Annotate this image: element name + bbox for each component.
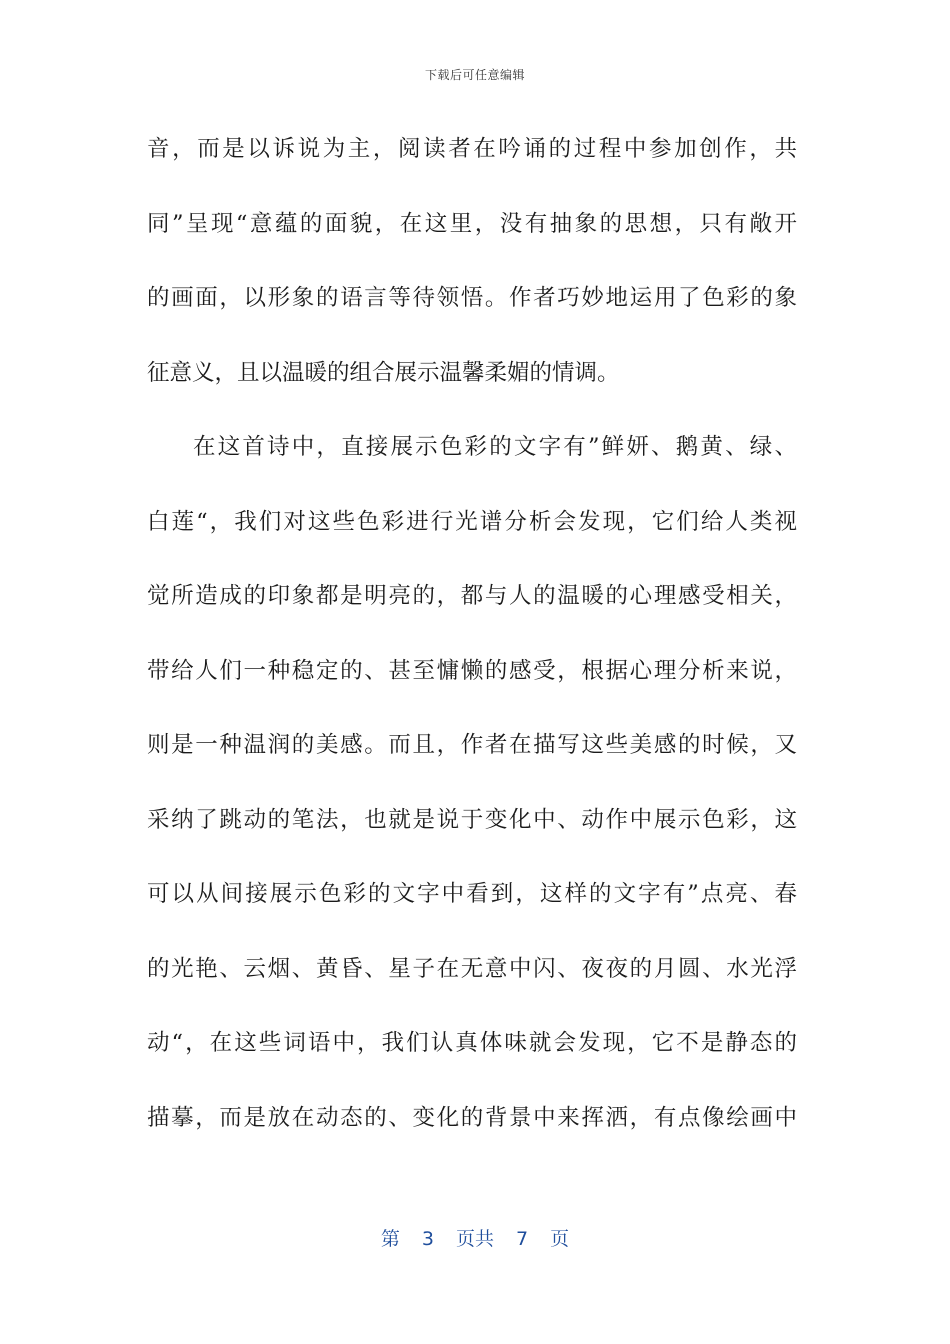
page-footer	[0, 1224, 950, 1251]
text-line: 的画面，以形象的语言等待领悟。作者巧妙地运用了色彩的象	[147, 285, 797, 311]
page-number-prefix: 第	[380, 1228, 400, 1250]
text-line: 征意义，且以温暖的组合展示温馨柔媚的情调。	[147, 359, 620, 386]
page-number-suffix: 页	[550, 1228, 570, 1250]
text-line: 音，而是以诉说为主，阅读者在吟诵的过程中参加创作，共	[147, 136, 797, 162]
text-line: 带给人们一种稳定的、甚至慵懒的感受，根据心理分析来说，	[147, 657, 797, 684]
text-line: 描摹，而是放在动态的、变化的背景中来挥洒，有点像绘画中	[147, 1104, 797, 1131]
text-line: 可以从间接展示色彩的文字中看到，这样的文字有”点亮、春	[147, 881, 797, 907]
text-line: 白莲“，我们对这些色彩进行光谱分析会发现，它们给人类视	[147, 508, 797, 535]
text-line: 同”呈现“意蕴的面貌，在这里，没有抽象的思想，只有敞开	[147, 210, 797, 237]
total-pages-number: 7	[516, 1228, 529, 1250]
current-page-number: 3	[421, 1228, 434, 1250]
header-text: 下载后可任意编辑	[424, 68, 525, 82]
document-body	[147, 112, 797, 1155]
text-line: 则是一种温润的美感。而且，作者在描写这些美感的时候，又	[147, 732, 797, 758]
text-line: 的光艳、云烟、黄昏、星子在无意中闪、夜夜的月圆、水光浮	[147, 955, 797, 982]
page-header	[0, 66, 950, 83]
text-line: 采纳了跳动的笔法，也就是说于变化中、动作中展示色彩，这	[147, 806, 797, 833]
paragraph-start-line: 在这首诗中，直接展示色彩的文字有”鲜妍、鹅黄、绿、	[193, 434, 797, 460]
text-line: 觉所造成的印象都是明亮的，都与人的温暖的心理感受相关，	[147, 583, 797, 609]
page-number-middle: 页共	[455, 1228, 494, 1250]
text-line: 动“，在这些词语中，我们认真体味就会发现，它不是静态的	[147, 1030, 797, 1056]
